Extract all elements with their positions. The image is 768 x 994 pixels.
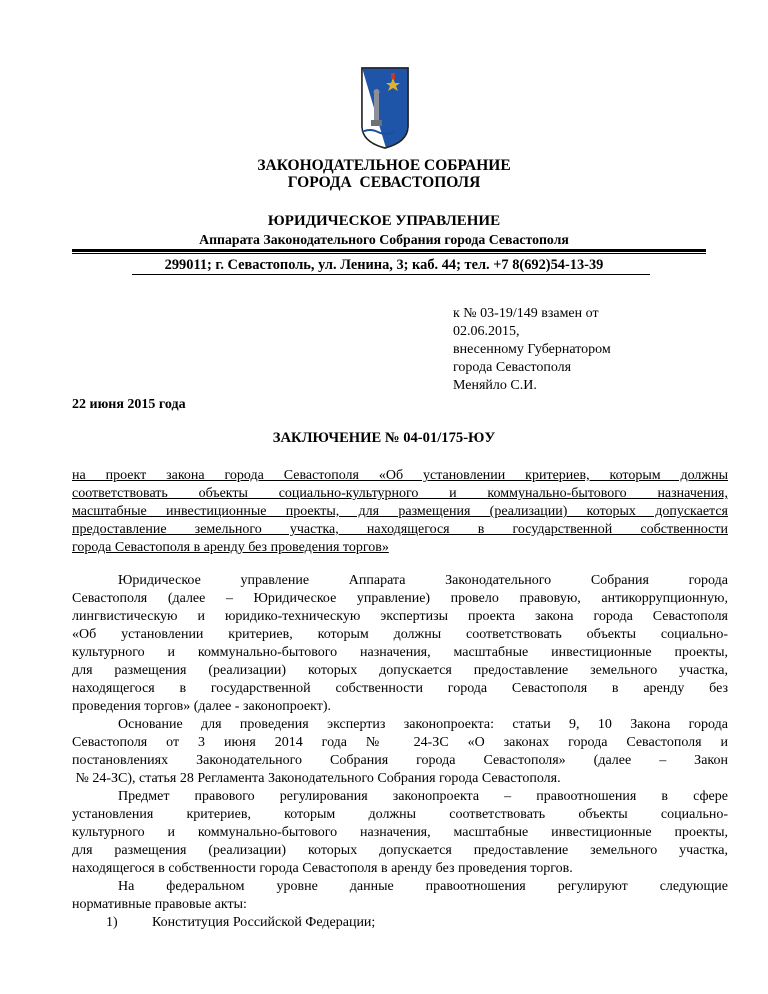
address-underline bbox=[132, 274, 650, 275]
paragraph-line: культурного и коммунально-бытового назначения, масштабные инвестиционные проекты, bbox=[72, 645, 728, 660]
subject-line: города Севастополя в аренду без проведения торгов» bbox=[72, 540, 389, 555]
paragraph bbox=[72, 716, 728, 788]
organization-name-line2: ГОРОДА СЕВАСТОПОЛЯ bbox=[287, 174, 481, 191]
paragraph-line: проведения торгов» (далее - законопроект). bbox=[72, 699, 332, 714]
paragraph-line: № 24-ЗС), статья 28 Регламента Законодательного Собрания города Севастополя. bbox=[72, 771, 561, 786]
paragraph-line: «Об установлении критериев, которым должны соответствовать объекты социально- bbox=[72, 627, 728, 642]
document-title: ЗАКЛЮЧЕНИЕ № 04-01/175-ЮУ bbox=[272, 430, 496, 446]
paragraph bbox=[72, 878, 728, 914]
list-item bbox=[72, 914, 728, 932]
organization-name bbox=[0, 157, 768, 191]
subject-line: на проект закона города Севастополя «Об установлении критериев, которым должны bbox=[72, 468, 728, 483]
document-subject bbox=[72, 467, 728, 557]
sevastopol-coat-of-arms-icon bbox=[360, 66, 410, 150]
paragraph-line: культурного и коммунально-бытового назначения, масштабные инвестиционные проекты, bbox=[72, 825, 728, 840]
department-subtitle: Аппарата Законодательного Собрания города Севастополя bbox=[199, 232, 569, 247]
reference-line: внесенному Губернатором bbox=[453, 342, 611, 357]
document-body bbox=[72, 572, 728, 932]
paragraph-line: Предмет правового регулирования законопроекта – правоотношения в сфере bbox=[118, 789, 728, 804]
list-item-text: Конституция Российской Федерации; bbox=[152, 915, 376, 930]
subject-line: масштабные инвестиционные проекты, для размещения (реализации) которых допускается bbox=[72, 504, 728, 519]
subject-line: соответствовать объекты социально-культурного и коммунально-бытового назначения, bbox=[72, 486, 728, 501]
organization-name-line1: ЗАКОНОДАТЕЛЬНОЕ СОБРАНИЕ bbox=[257, 157, 511, 174]
paragraph-line: установления критериев, которым должны соответствовать объекты социально- bbox=[72, 807, 728, 822]
department-name: ЮРИДИЧЕСКОЕ УПРАВЛЕНИЕ bbox=[267, 213, 501, 229]
document-date: 22 июня 2015 года bbox=[72, 397, 186, 412]
paragraph-line: для размещения (реализации) которых допускается предоставление земельного участка, bbox=[72, 663, 728, 678]
reference-line: 02.06.2015, bbox=[453, 324, 520, 339]
paragraph-line: находящегося в собственности города Севастополя в аренду без проведения торгов. bbox=[72, 861, 573, 876]
subject-line: предоставление земельного участка, находящегося в государственной собственности bbox=[72, 522, 728, 537]
paragraph-line: постановлениях Законодательного Собрания города Севастополя» (далее – Закон bbox=[72, 753, 728, 768]
paragraph-line: На федеральном уровне данные правоотношения регулируют следующие bbox=[118, 879, 728, 894]
paragraph bbox=[72, 572, 728, 716]
paragraph-line: Севастополя от 3 июня 2014 года № 24-ЗС «О законах города Севастополя и bbox=[72, 735, 728, 750]
paragraph-line: Юридическое управление Аппарата Законодательного Собрания города bbox=[118, 573, 728, 588]
reference-block bbox=[453, 305, 713, 395]
header-rule-thin bbox=[72, 253, 706, 254]
paragraph-line: находящегося в государственной собственности города Севастополя в аренду без bbox=[72, 681, 728, 696]
paragraph-line: для размещения (реализации) которых допускается предоставление земельного участка, bbox=[72, 843, 728, 858]
reference-line: Меняйло С.И. bbox=[453, 378, 537, 393]
reference-line: города Севастополя bbox=[453, 360, 572, 375]
paragraph bbox=[72, 788, 728, 878]
paragraph-line: лингвистическую и юридико-техническую экспертизы проекта закона города Севастополя bbox=[72, 609, 728, 624]
list-item-number: 1) bbox=[106, 915, 118, 930]
paragraph-line: Основание для проведения экспертиз законопроекта: статьи 9, 10 Закона города bbox=[118, 717, 728, 732]
address-line: 299011; г. Севастополь, ул. Ленина, 3; каб. 44; тел. +7 8(692)54-13-39 bbox=[164, 257, 604, 273]
header-rule-thick bbox=[72, 249, 706, 252]
paragraph-line: нормативные правовые акты: bbox=[72, 897, 247, 912]
reference-line: к № 03-19/149 взамен от bbox=[453, 306, 599, 321]
paragraph-line: Севастополя (далее – Юридическое управление) провело правовую, антикоррупционную, bbox=[72, 591, 728, 606]
